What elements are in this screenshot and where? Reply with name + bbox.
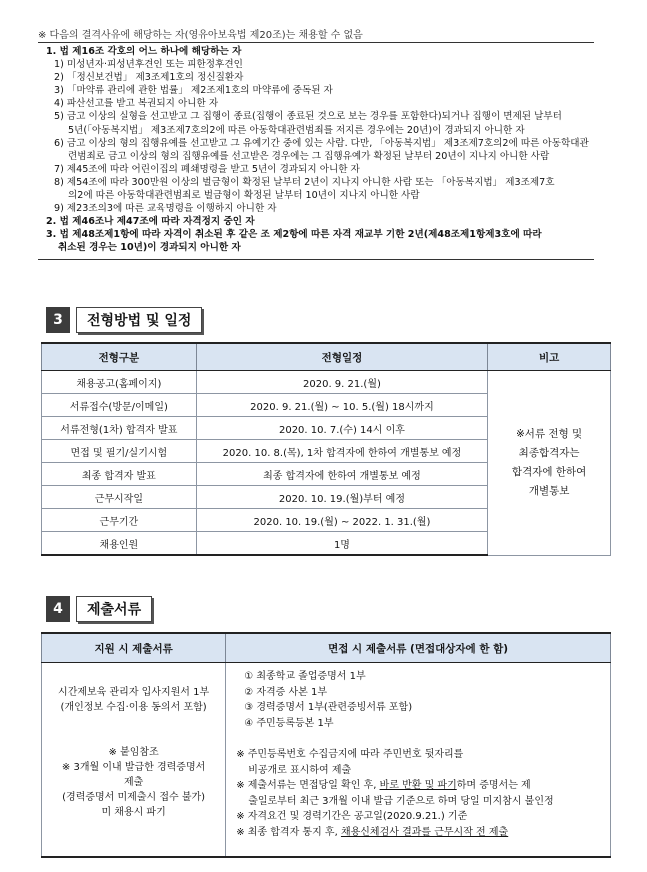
interview-note: 출일로부터 최근 3개월 이내 발급 기준으로 하며 당일 미지참시 불인정 <box>248 795 554 807</box>
disq-line: 7) 제45조에 따라 어린이집의 폐쇄명령을 받고 5년이 경과되지 아니한 자 <box>54 163 360 175</box>
disq-line: 2. 법 제46조나 제47조에 따라 자격정지 중인 자 <box>46 216 255 228</box>
disq-line: 련범죄로 금고 이상의 형의 집행유예를 선고받은 경우에는 그 집행유예가 확정된 날부터 20년이 지나지 아니한 사람 <box>68 150 550 162</box>
stage-cell: 서류전형(1차) 합격자 발표 <box>42 417 197 440</box>
disq-line: 1) 미성년자·피성년후견인 또는 피한정후견인 <box>54 59 243 71</box>
stage-cell: 근무기간 <box>42 509 197 532</box>
section-number: 4 <box>46 596 70 622</box>
disq-line: 5년(「아동복지법」 제3조제7호의2에 따른 아동학대관련범죄를 저지른 경우에는 20년)이 경과되지 아니한 자 <box>68 124 525 136</box>
schedule-cell: 2020. 10. 7.(수) 14시 이후 <box>196 417 487 440</box>
interview-note: ※ 최종 합격자 통지 후, 채용신체검사 결과를 근무시작 전 제출 <box>236 826 509 838</box>
disq-line: 3. 법 제48조제1항에 따라 자격이 취소된 후 같은 조 제2항에 따른 자격 재교부 기한 2년(제48조제1항제3호에 따라 <box>46 229 542 241</box>
remarks-line: 최종합격자는 <box>518 446 580 459</box>
apply-note: (경력증명서 미제출시 접수 불가) <box>62 792 206 803</box>
schedule-cell: 2020. 10. 19.(월) ~ 2022. 1. 31.(월) <box>196 509 487 532</box>
interview-doc: ② 자격증 사본 1부 <box>244 686 328 698</box>
disq-line: 3) 「마약류 관리에 관한 법률」 제2조제1호의 마약류에 중독된 자 <box>54 85 333 97</box>
stage-cell: 채용공고(홈페이지) <box>42 371 197 394</box>
interview-note: ※ 제출서류는 면접당일 확인 후, 바로 반환 및 파기하며 증명서는 제 <box>236 780 531 791</box>
disq-line: 취소된 경우는 10년)이 경과되지 아니한 자 <box>58 242 241 254</box>
disqualification-box <box>38 42 594 260</box>
disq-line: 6) 금고 이상의 형의 집행유예를 선고받고 그 유예기간 중에 있는 사람. 다만, 「아동복지법」 제3조제7호의2에 따른 아동학대관 <box>54 137 589 149</box>
schedule-table <box>41 342 611 556</box>
section-title: 전형방법 및 일정 <box>76 307 202 333</box>
table-row <box>42 371 611 394</box>
column-header: 면접 시 제출서류 (면접대상자에 한 함) <box>226 633 611 663</box>
disq-line: 2) 「정신보건법」 제3조제1호의 정신질환자 <box>54 72 244 84</box>
schedule-cell: 2020. 9. 21.(월) ~ 10. 5.(월) 18시까지 <box>196 394 487 417</box>
table-row <box>42 663 611 857</box>
column-header: 전형구분 <box>42 343 197 371</box>
column-header: 비고 <box>488 343 611 371</box>
stage-cell: 최종 합격자 발표 <box>42 463 197 486</box>
table-header-row <box>42 343 611 371</box>
interview-doc: ④ 주민등록등본 1부 <box>244 717 334 729</box>
section-number: 3 <box>46 307 70 333</box>
interview-note: 비공개로 표시하여 제출 <box>248 764 352 776</box>
interview-note: ※ 주민등록번호 수집금지에 따라 주민번호 뒷자리를 <box>236 749 464 760</box>
interview-doc: ① 최종학교 졸업증명서 1부 <box>244 671 366 682</box>
stage-cell: 근무시작일 <box>42 486 197 509</box>
interview-doc: ③ 경력증명서 1부(관련증빙서류 포함) <box>244 702 413 713</box>
disqualification-intro: ※ 다음의 결격사유에 해당하는 자(영유아보육법 제20조)는 채용할 수 없음 <box>38 30 363 41</box>
disq-line: 의2에 따른 아동학대관련범죄로 벌금형이 확정된 날부터 10년이 지나지 아니한 사람 <box>68 190 420 202</box>
apply-note: 제출 <box>123 777 144 788</box>
interview-note: ※ 자격요건 및 경력기간은 공고일(2020.9.21.) 기준 <box>236 811 468 822</box>
apply-doc: 시간제보육 관리자 입사지원서 1부 <box>58 687 210 698</box>
stage-cell: 채용인원 <box>42 532 197 556</box>
schedule-cell: 2020. 10. 19.(월)부터 예정 <box>196 486 487 509</box>
column-header: 지원 시 제출서류 <box>42 633 226 663</box>
table-header-row <box>42 633 611 663</box>
column-header: 전형일정 <box>196 343 487 371</box>
remarks-line: 합격자에 한하여 <box>511 465 587 478</box>
remarks-line: 개별통보 <box>528 484 570 497</box>
schedule-cell: 최종 합격자에 한하여 개별통보 예정 <box>196 463 487 486</box>
disq-line: 9) 제23조의3에 따른 교육명령을 이행하지 아니한 자 <box>54 203 277 215</box>
disq-line: 4) 파산선고를 받고 복권되지 아니한 자 <box>54 98 219 110</box>
documents-table <box>41 632 611 858</box>
disq-line: 1. 법 제16조 각호의 어느 하나에 해당하는 자 <box>46 46 242 57</box>
disq-line: 8) 제54조에 따라 300만원 이상의 벌금형이 확정된 날부터 2년이 지나지 아니한 사람 또는 「아동복지법」 제3조제7호 <box>54 176 555 188</box>
section-4-heading <box>46 596 152 622</box>
remarks-line: ※서류 전형 및 <box>516 427 583 440</box>
apply-note: 미 채용시 파기 <box>101 807 166 818</box>
stage-cell: 서류접수(방문/이메일) <box>42 394 197 417</box>
apply-note: ※ 붙임참조 <box>108 747 159 758</box>
section-title: 제출서류 <box>76 596 152 622</box>
disq-line: 5) 금고 이상의 실형을 선고받고 그 집행이 종료(집행이 종료된 것으로 보는 경우를 포함한다)되거나 집행이 면제된 날부터 <box>54 111 562 123</box>
remarks-cell <box>488 371 611 556</box>
stage-cell: 면접 및 필기/실기시험 <box>42 440 197 463</box>
apply-note: ※ 3개월 이내 발급한 경력증명서 <box>61 762 206 773</box>
schedule-cell: 2020. 9. 21.(월) <box>196 371 487 394</box>
application-docs-cell <box>42 663 226 857</box>
apply-doc: (개인정보 수집·이용 동의서 포함) <box>60 702 207 713</box>
interview-docs-cell <box>226 663 611 857</box>
section-3-heading <box>46 307 202 333</box>
schedule-cell: 2020. 10. 8.(목), 1차 합격자에 한하여 개별통보 예정 <box>196 440 487 463</box>
schedule-cell: 1명 <box>196 532 487 556</box>
